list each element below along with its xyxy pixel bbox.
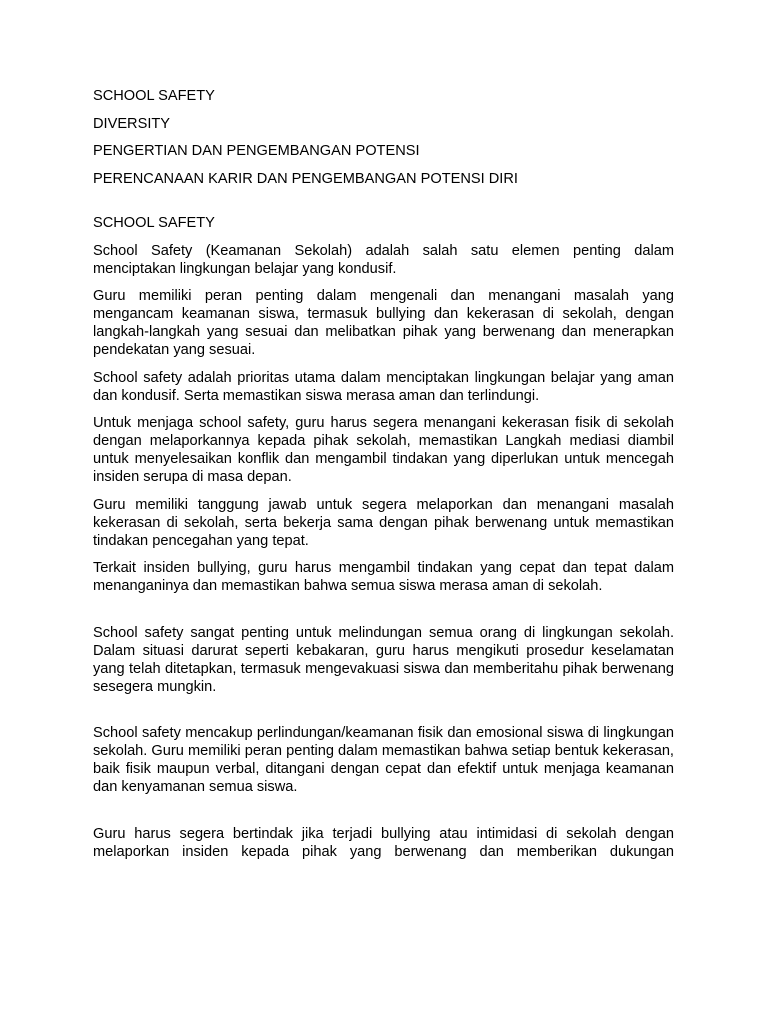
paragraph-6: Terkait insiden bullying, guru harus mengambil tindakan yang cepat dan tepat dalam menanganinya dan memastikan bahwa semua siswa merasa aman di sekolah.: [93, 560, 674, 594]
table-of-contents: [93, 87, 674, 188]
toc-item-pengertian: PENGERTIAN DAN PENGEMBANGAN POTENSI: [93, 143, 420, 159]
paragraph-2: Guru memiliki peran penting dalam mengenali dan menangani masalah yang mengancam keamanan siswa, termasuk bullying dan kekerasan di sekolah, dengan langkah-langkah yang sesuai dan melibatkan pihak yang berwenang dan menerapkan pendekatan yang sesuai.: [93, 288, 674, 358]
spacer: [93, 197, 674, 214]
paragraph-5: Guru memiliki tanggung jawab untuk segera melaporkan dan menangani masalah kekerasan di sekolah, serta bekerja sama dengan pihak berwenang untuk memastikan tindakan pencegahan yang tepat.: [93, 496, 674, 549]
spacer: [93, 806, 674, 825]
toc-item-perencanaan: PERENCANAAN KARIR DAN PENGEMBANGAN POTENSI DIRI: [93, 170, 518, 187]
paragraph-9: Guru harus segera bertindak jika terjadi bullying atau intimidasi di sekolah dengan melaporkan insiden kepada pihak yang berwenang dan memberikan dukungan: [93, 825, 674, 860]
toc-item-school-safety: SCHOOL SAFETY: [93, 88, 215, 104]
spacer: [93, 605, 674, 624]
toc-item-diversity: DIVERSITY: [93, 115, 171, 132]
paragraph-1: School Safety (Keamanan Sekolah) adalah salah satu elemen penting dalam menciptakan lingkungan belajar yang kondusif.: [93, 242, 674, 277]
document-page: [93, 87, 674, 870]
section-title: SCHOOL SAFETY: [93, 215, 215, 231]
paragraph-4: Untuk menjaga school safety, guru harus segera menangani kekerasan fisik di sekolah dengan melaporkannya kepada pihak sekolah, memastikan Langkah mediasi diambil untuk menyelesaikan konflik dan mengambil tindakan yang diperlukan untuk mencegah insiden serupa di masa depan.: [93, 415, 674, 485]
paragraph-8: School safety mencakup perlindungan/keamanan fisik dan emosional siswa di lingkungan sekolah. Guru memiliki peran penting dalam memastikan bahwa setiap bentuk kekerasan, baik fisik maupun verbal, ditangani dengan cepat dan efektif untuk menjaga keamanan dan kenyamanan semua siswa.: [93, 725, 674, 795]
paragraph-3: School safety adalah prioritas utama dalam menciptakan lingkungan belajar yang aman dan kondusif. Serta memastikan siswa merasa aman dan terlindungi.: [93, 369, 674, 404]
paragraph-7: School safety sangat penting untuk melindungan semua orang di lingkungan sekolah. Dalam situasi darurat seperti kebakaran, guru harus mengikuti prosedur keselamatan yang telah ditetapkan, termasuk mengevakuasi siswa dan memberitahu pihak berwenang sesegera mungkin.: [93, 624, 674, 695]
spacer: [93, 705, 674, 724]
